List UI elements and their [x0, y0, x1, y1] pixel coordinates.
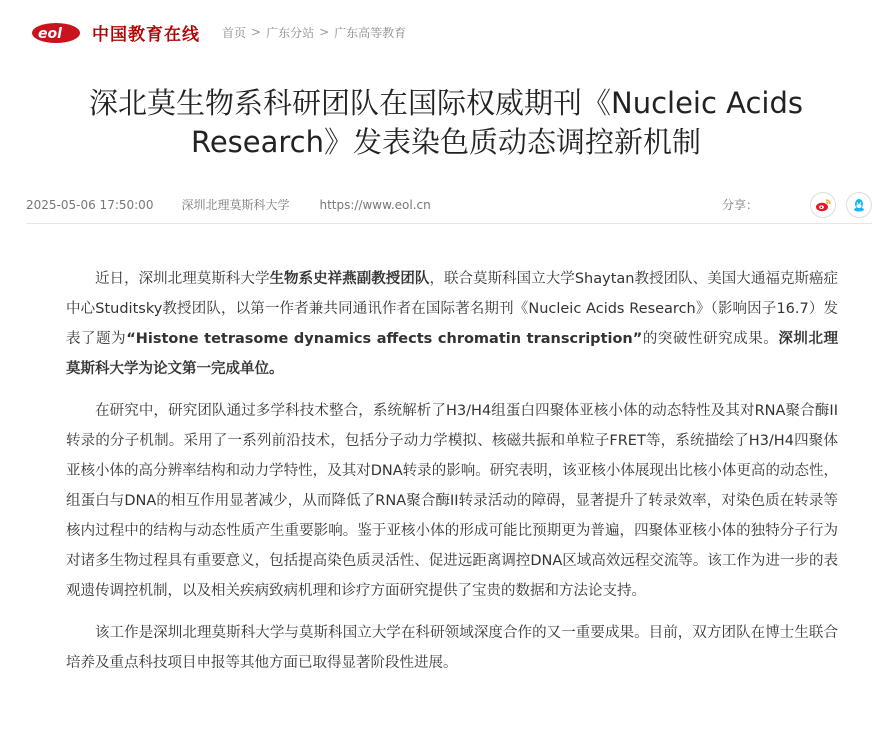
article-meta: [26, 186, 872, 224]
highlight-paper-title: “Histone tetrasome dynamics affects chromatin transcription”: [126, 331, 643, 347]
paragraph-2: 在研究中，研究团队通过多学科技术整合，系统解析了H3/H4组蛋白四聚体亚核小体的动态特性及其对RNA聚合酶II转录的分子机制。采用了一系列前沿技术，包括分子动力学模拟、核磁共振和单粒子FRET等，系统描绘了H3/H4四聚体亚核小体的高分辨率结构和动力学特性，及其对DNA转录的影响。研究表明，该亚核小体展现出比核小体更高的动态性，组蛋白与DNA的相互作用显著减少，从而降低了RNA聚合酶II转录活动的障碍，显著提升了转录效率，对染色质在转录等核内过程中的结构与动态性质产生重要影响。鉴于亚核小体的形成可能比预期更为普遍，四聚体亚核小体的独特分子行为对诸多生物过程具有重要意义，包括提高染色质灵活性、促进远距离调控DNA区域高效远程交流等。该工作为进一步的表观遗传调控机制，以及相关疾病致病机理和诊疗方面研究提供了宝贵的数据和方法论支持。: [66, 403, 838, 599]
breadcrumb-separator: >: [319, 25, 330, 39]
publish-date: 2025-05-06 17:50:00: [26, 197, 154, 212]
article-title: 深北莫生物系科研团队在国际权威期刊《Nucleic Acids Research》发表染色质动态调控新机制: [89, 86, 803, 159]
article-source: 深圳北理莫斯科大学: [181, 198, 290, 212]
breadcrumb-guangdong[interactable]: 广东分站: [266, 25, 315, 40]
highlight-team: 生物系史祥燕副教授团队: [269, 271, 430, 287]
article-body: [66, 264, 838, 690]
share-weibo-button[interactable]: [810, 192, 836, 218]
paragraph-1: 近日，深圳北理莫斯科大学生物系史祥燕副教授团队，联合莫斯科国立大学Shaytan教授团队、美国大通福克斯癌症中心Studitsky教授团队，以第一作者兼共同通讯作者在国际著名期刊《Nucleic Acids Research》（影响因子16.7）发表了题为“Histone tetrasome dynamics affects chromatin transcription”的突破性研究成果。深圳北理莫斯科大学为论文第一完成单位。: [66, 271, 839, 377]
eol-logo-icon: [30, 18, 86, 46]
paragraph-3: 该工作是深圳北理莫斯科大学与莫斯科国立大学在科研领域深度合作的又一重要成果。目前，双方团队在博士生联合培养及重点科技项目申报等其他方面已取得显著阶段性进展。: [66, 625, 838, 671]
share-label: 分享：: [721, 198, 758, 212]
site-logo[interactable]: [30, 18, 200, 46]
svg-text:eol: eol: [38, 26, 62, 42]
breadcrumb-guangdong-higher-ed[interactable]: 广东高等教育: [334, 25, 407, 40]
breadcrumb: [222, 24, 406, 41]
site-name: 中国教育在线: [92, 24, 200, 45]
breadcrumb-home[interactable]: 首页: [222, 25, 247, 40]
source-url[interactable]: https://www.eol.cn: [319, 197, 431, 212]
qq-icon: [851, 197, 867, 213]
site-header: [30, 16, 406, 48]
breadcrumb-separator: >: [251, 25, 262, 39]
share-qq-button[interactable]: [846, 192, 872, 218]
highlight-affiliation: 深圳北理莫斯科大学为论文第一完成单位。: [66, 331, 839, 377]
weibo-icon: [815, 197, 831, 213]
